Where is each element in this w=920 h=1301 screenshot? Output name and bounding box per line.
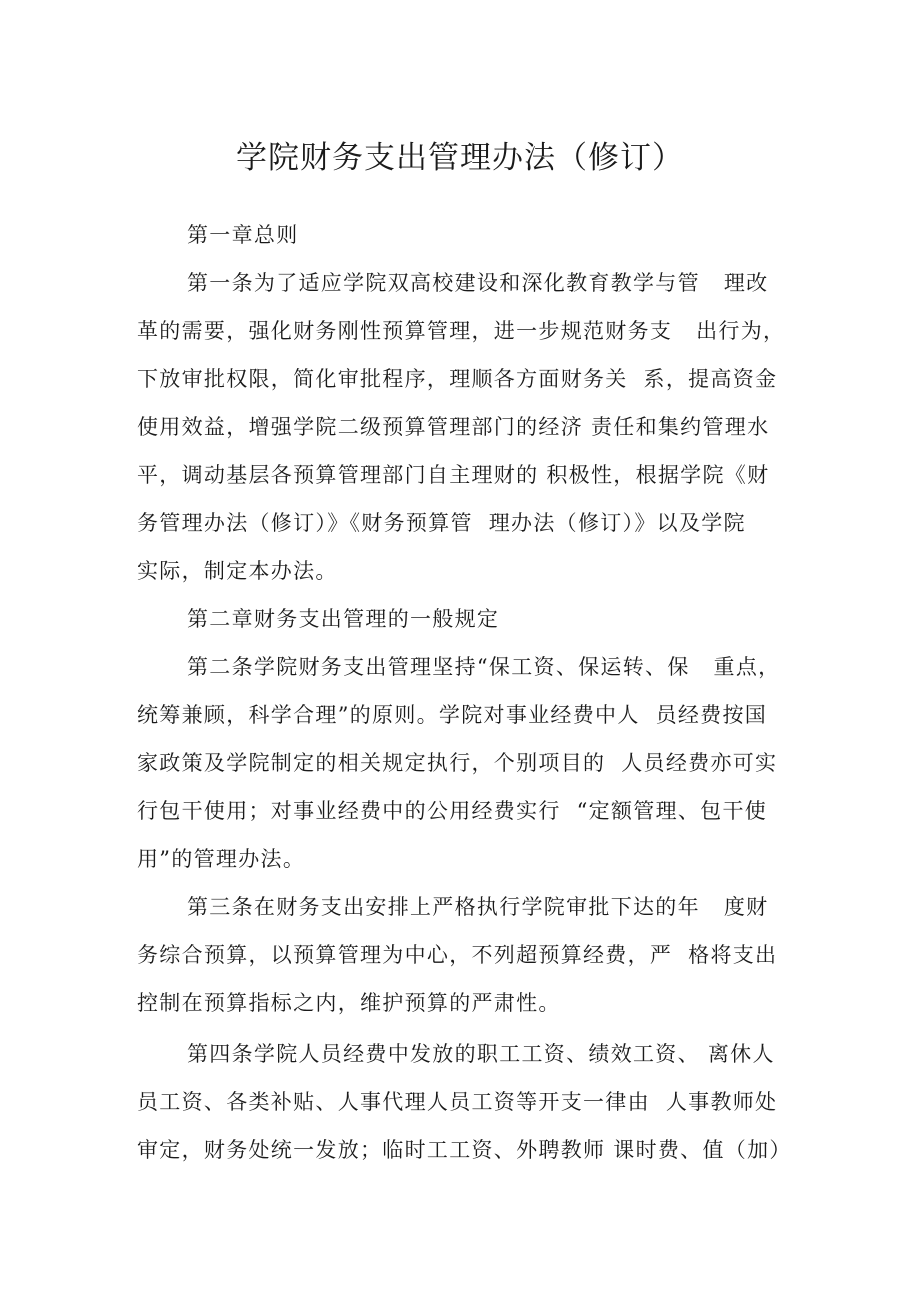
article-3-line-2: 务综合预算，以预算管理为中心，不列超预算经费，严 格将支出 (137, 943, 778, 967)
article-2-line-2: 统筹兼顾，科学合理”的原则。学院对事业经费中人 员经费按国 (137, 703, 768, 727)
article-3-line-1: 第三条在财务支出安排上严格执行学院审批下达的年 度财 (187, 895, 769, 919)
article-2-line-5: 用”的管理办法。 (137, 847, 306, 871)
article-1-line-2: 革的需要，强化财务刚性预算管理，进一步规范财务支 出行为， (137, 319, 786, 343)
chapter-1-heading: 第一章总则 (187, 223, 299, 247)
chapter-2-heading: 第二章财务支出管理的一般规定 (187, 607, 500, 631)
article-1-line-5: 平，调动基层各预算管理部门自主理财的 积极性，根据学院《财 (137, 463, 770, 487)
document-title: 学院财务支出管理办法（修订） (236, 140, 684, 176)
article-2-line-4: 行包干使用；对事业经费中的公用经费实行 “定额管理、包干使 (137, 799, 768, 823)
article-1-line-7: 实际，制定本办法。 (137, 559, 338, 583)
article-2-line-3: 家政策及学院制定的相关规定执行，个别项目的 人员经费亦可实 (137, 751, 778, 775)
article-1-line-6: 务管理办法（修订）》《财务预算管 理办法（修订）》以及学院 (137, 511, 746, 535)
article-1-line-3: 下放审批权限，简化审批程序，理顺各方面财务关 系，提高资金 (137, 367, 778, 391)
article-4-line-1: 第四条学院人员经费中发放的职工工资、绩效工资、 离休人 (187, 1042, 775, 1066)
article-3-line-3: 控制在预算指标之内，维护预算的严肃性。 (137, 991, 561, 1015)
article-4-line-3: 审定，财务处统一发放；临时工工资、外聘教师 课时费、值（加） (137, 1138, 792, 1162)
article-2-line-1: 第二条学院财务支出管理坚持“保工资、保运转、保 重点， (187, 655, 781, 679)
article-1-line-4: 使用效益，增强学院二级预算管理部门的经济 责任和集约管理水 (137, 415, 770, 439)
article-4-line-2: 员工资、各类补贴、人事代理人员工资等开支一律由 人事教师处 (137, 1090, 778, 1114)
article-1-line-1: 第一条为了适应学院双高校建设和深化教育教学与管 理改 (187, 271, 769, 295)
